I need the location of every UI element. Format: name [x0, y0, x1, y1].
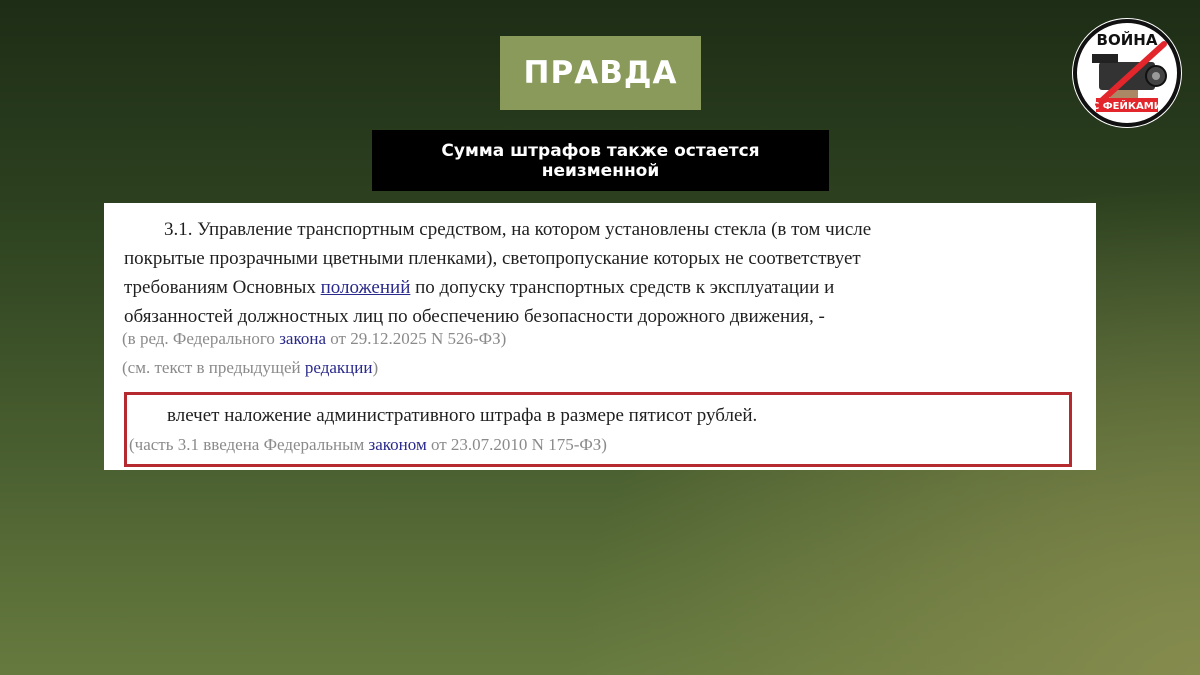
article-paragraph	[124, 215, 1054, 331]
introduction-note: (часть 3.1 введена Федеральным законом от 23.07.2010 N 175-ФЗ)	[129, 435, 607, 454]
previous-version-note: (см. текст в предыдущей редакции)	[122, 358, 379, 377]
law-link[interactable]: закона	[279, 329, 326, 348]
revision-note: (в ред. Федерального закона от 29.12.2025 N 526-ФЗ)	[122, 329, 507, 348]
paragraph-line-4: обязанностей должностных лиц по обеспечению безопасности дорожного движения, -	[124, 306, 825, 327]
provisions-link[interactable]: положений	[320, 277, 411, 298]
subtitle-line-2: неизменной	[541, 160, 660, 181]
law-excerpt	[104, 203, 1096, 470]
camera-crossed-icon	[1072, 18, 1182, 128]
war-on-fakes-logo	[1072, 18, 1182, 128]
verdict-badge	[500, 36, 701, 110]
edition-link[interactable]: редакции	[304, 358, 373, 377]
logo-bottom-text: С ФЕЙКАМИ	[1091, 101, 1163, 112]
penalty-text: влечет наложение административного штрафа в размере пятисот рублей.	[167, 405, 758, 426]
highlight-box	[124, 392, 1072, 467]
verdict-label: ПРАВДА	[523, 55, 678, 91]
paragraph-line-2: покрытые прозрачными цветными пленками), светопропускание которых не соответствует	[124, 248, 861, 269]
paragraph-line-3: требованиям Основных положений по допуску транспортных средств к эксплуатации и	[124, 277, 835, 298]
paragraph-line-1: 3.1. Управление транспортным средством, на котором установлены стекла (в том числе	[164, 219, 872, 240]
logo-top-text: ВОЙНА	[1096, 31, 1158, 49]
law-link-2010[interactable]: законом	[368, 435, 427, 454]
paragraph-number: 3.1.	[164, 219, 193, 240]
subtitle-banner	[372, 130, 829, 191]
subtitle-line-1: Сумма штрафов также остается	[441, 140, 760, 161]
